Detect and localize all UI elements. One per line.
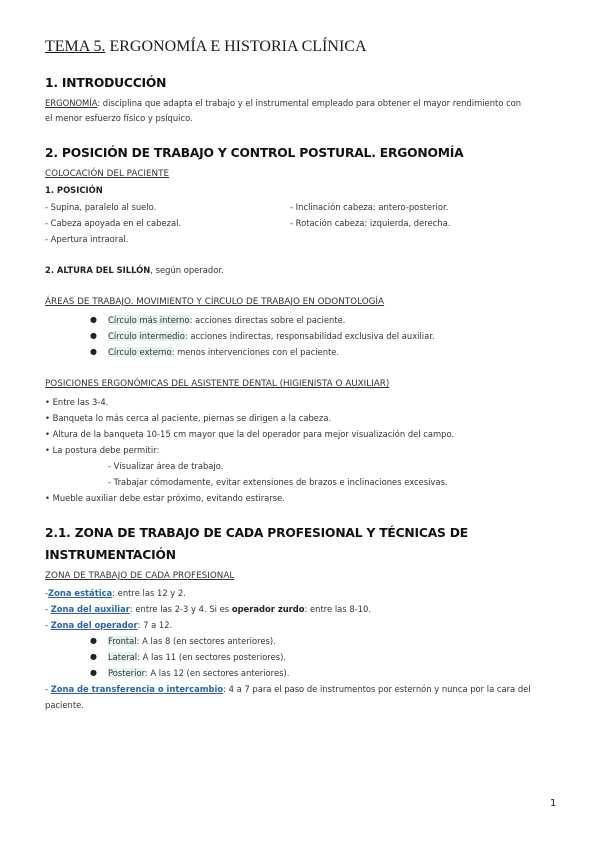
zona-transferencia-text: : 4 a 7 para el paso de instrumentos por esternón y nunca por la cara del — [223, 684, 531, 694]
postura-subitem: - Trabajar cómodamente, evitar extensiones de brazos e inclinaciones excesivas. — [108, 477, 448, 487]
operador-zurdo: operador zurdo — [231, 604, 305, 614]
zona-auxiliar-link[interactable]: Zona del auxiliar — [50, 604, 130, 614]
section-21-heading-line2: INSTRUMENTACIÓN — [45, 548, 176, 562]
bullet-icon: ● — [90, 652, 97, 661]
circulo-text: : acciones directas sobre el paciente. — [189, 315, 346, 325]
bullet-icon: ● — [90, 331, 97, 340]
zona-transferencia-item: - Zona de transferencia o intercambio: 4 a 7 para el paso de instrumentos por esternón y nunca por la cara del — [45, 684, 531, 694]
title-prefix: TEMA 5. — [45, 38, 106, 55]
posiciones-item: • Entre las 3-4. — [45, 397, 109, 407]
zona-operador-text: : 7 a 12. — [137, 620, 173, 630]
posicion-left-item: - Supina, paralelo al suelo. — [45, 202, 157, 212]
zona-operador-link[interactable]: Zona del operador — [50, 620, 138, 630]
operador-subitem — [108, 668, 289, 678]
operador-subitem-label: Lateral — [108, 652, 138, 662]
bullet-icon: ● — [90, 668, 97, 677]
posicion-right-item: - Inclinación cabeza: antero-posterior. — [290, 202, 449, 212]
zona-heading: ZONA DE TRABAJO DE CADA PROFESIONAL — [45, 571, 235, 581]
operador-subitem-text: : A las 11 (en sectores posteriores). — [137, 652, 287, 662]
circulo-item — [108, 315, 345, 325]
page-number: 1 — [550, 798, 557, 809]
altura-sillon — [45, 265, 224, 275]
posiciones-heading: POSICIONES ERGONÓMICAS DEL ASISTENTE DENTAL (HIGIENISTA O AUXILIAR) — [45, 379, 390, 389]
ergonomia-definition — [45, 98, 521, 108]
page-title — [45, 38, 367, 56]
ergonomia-def-line1: : disciplina que adapta el trabajo y el instrumental empleado para obtener el mayor rendimiento con — [97, 98, 522, 108]
section-1-heading: 1. INTRODUCCIÓN — [45, 76, 167, 90]
altura-rest: , según operador. — [150, 265, 224, 275]
circulo-text: : menos intervenciones con el paciente. — [171, 347, 340, 357]
ergonomia-term: ERGONOMÍA — [45, 98, 98, 108]
section-2-heading: 2. POSICIÓN DE TRABAJO Y CONTROL POSTURAL. ERGONOMÍA — [45, 146, 464, 160]
circulo-label: Círculo externo — [108, 347, 172, 357]
zona-estatica-text: : entre las 12 y 2. — [112, 588, 186, 598]
areas-heading: ÁREAS DE TRABAJO. MOVIMIENTO Y CÍRCULO DE TRABAJO EN ODONTOLOGÍA — [45, 297, 385, 307]
operador-subitem-text: : A las 12 (en sectores anteriores). — [144, 668, 290, 678]
altura-bold: 2. ALTURA DEL SILLÓN — [45, 265, 151, 275]
bullet-icon: ● — [90, 636, 97, 645]
operador-subitem-label: Frontal — [108, 636, 137, 646]
zona-auxiliar-text: : entre las 2-3 y 4. Si es — [129, 604, 232, 614]
operador-subitem-text: : A las 8 (en sectores anteriores). — [136, 636, 276, 646]
posicion-left-item: - Apertura intraoral. — [45, 234, 129, 244]
title-rest: ERGONOMÍA E HISTORIA CLÍNICA — [105, 38, 367, 55]
posicion-left-item: - Cabeza apoyada en el cabezal. — [45, 218, 182, 228]
posicion-right-item: - Rotación cabeza: izquierda, derecha. — [290, 218, 451, 228]
mueble-item: • Mueble auxiliar debe estar próximo, evitando estirarse. — [45, 493, 285, 503]
colocacion-heading: COLOCACIÓN DEL PACIENTE — [45, 169, 170, 179]
zona-auxiliar-item: - Zona del auxiliar: entre las 2-3 y 4. Si es operador zurdo: entre las 8-10. — [45, 604, 372, 614]
postura-subitem: - Visualizar área de trabajo. — [108, 461, 224, 471]
ergonomia-def-line2: el menor esfuerzo físico y psíquico. — [45, 113, 193, 123]
zona-transferencia-line2: paciente. — [45, 700, 84, 710]
zona-operador-item: - Zona del operador: 7 a 12. — [45, 620, 173, 630]
posiciones-item: • La postura debe permitir: — [45, 445, 160, 455]
bullet-icon: ● — [90, 315, 97, 324]
circulo-item — [108, 347, 339, 357]
circulo-label: Círculo más interno — [108, 315, 190, 325]
posiciones-item: • Banqueta lo más cerca al paciente, piernas se dirigen a la cabeza. — [45, 413, 332, 423]
circulo-item — [108, 331, 435, 341]
operador-subitem-label: Posterior — [108, 668, 145, 678]
zona-estatica-item: -Zona estática: entre las 12 y 2. — [45, 588, 186, 598]
section-21-heading-line1: 2.1. ZONA DE TRABAJO DE CADA PROFESIONAL Y TÉCNICAS DE — [45, 526, 468, 540]
bullet-icon: ● — [90, 347, 97, 356]
zona-transferencia-link[interactable]: Zona de transferencia o intercambio — [50, 684, 224, 694]
zona-auxiliar-tail: : entre las 8-10. — [304, 604, 372, 614]
operador-subitem — [108, 652, 286, 662]
operador-subitem — [108, 636, 276, 646]
circulo-label: Círculo intermedio — [108, 331, 185, 341]
posiciones-item: • Altura de la banqueta 10-15 cm mayor que la del operador para mejor visualización del campo. — [45, 429, 455, 439]
posicion-subheading: 1. POSICIÓN — [45, 185, 103, 195]
zona-estatica-link[interactable]: Zona estática — [48, 588, 113, 598]
circulo-text: : acciones indirectas, responsabilidad exclusiva del auxiliar. — [184, 331, 435, 341]
